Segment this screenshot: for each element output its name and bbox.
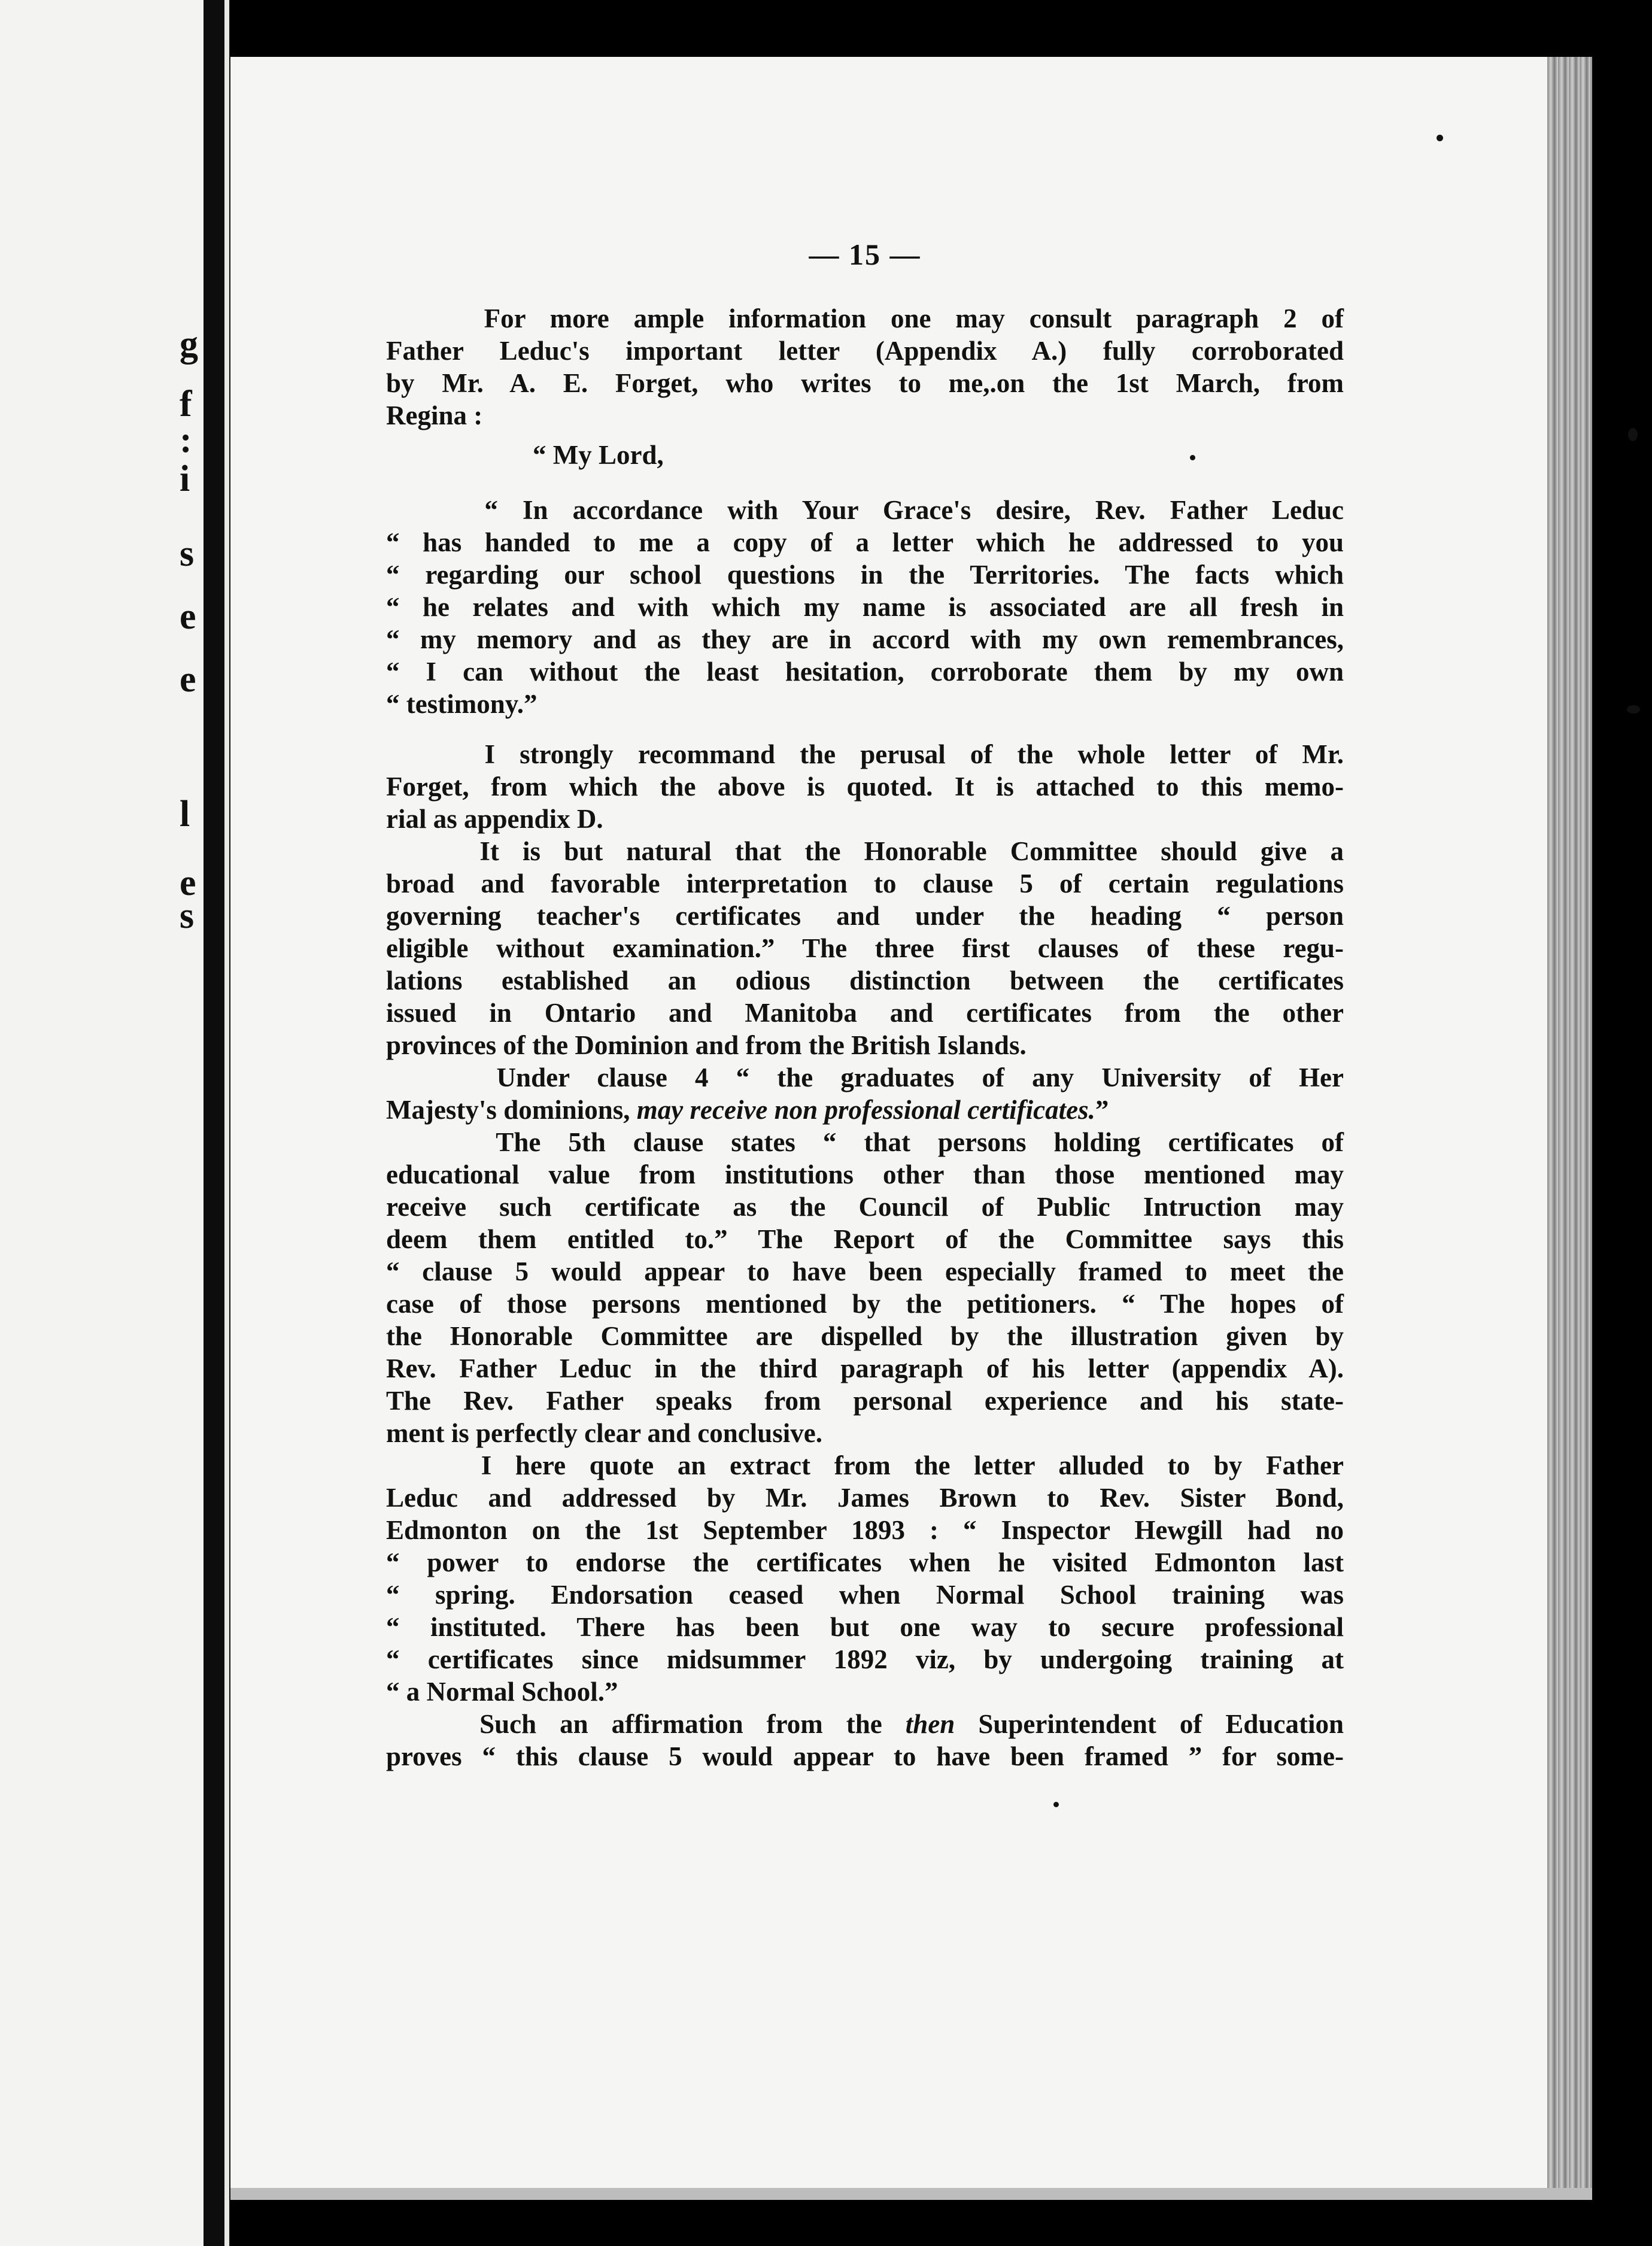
gutter-highlight <box>224 0 229 2246</box>
text-line: by Mr. A. E. Forget, who writes to me,.on the 1st March, from <box>386 368 1344 398</box>
text-line: broad and favorable interpretation to clause 5 of certain regulations <box>386 869 1344 899</box>
text-run: Such an affirmation from the <box>386 1709 906 1739</box>
facing-page-fragment: : <box>180 420 192 460</box>
facing-page-fragment: s <box>180 533 195 574</box>
text-line: ment is perfectly clear and conclusive. <box>386 1418 823 1448</box>
text-line <box>386 1708 1344 1740</box>
text-run: Majesty's dominions, <box>386 1095 637 1125</box>
text-line: receive such certificate as the Council of Public Intruction may <box>386 1192 1344 1222</box>
text-line: issued in Ontario and Manitoba and certificates from the other <box>386 998 1344 1028</box>
facing-page-fragment: e <box>180 596 196 637</box>
scan-speck <box>1053 1802 1059 1807</box>
text-line: “ he relates and with which my name is associated are all fresh in <box>386 592 1344 622</box>
text-line: Regina : <box>386 400 483 430</box>
text-line: case of those persons mentioned by the petitioners. “ The hopes of <box>386 1289 1344 1319</box>
italic-text-run: then <box>905 1709 955 1739</box>
text-line: “ instituted. There has been but one way to secure professional <box>386 1612 1344 1642</box>
text-run: ” <box>1095 1095 1109 1125</box>
facing-page-fragment: s <box>180 896 195 936</box>
text-line: “ power to endorse the certificates when he visited Edmonton last <box>386 1547 1344 1577</box>
text-line: “ a Normal School.” <box>386 1677 618 1707</box>
text-line: I here quote an extract from the letter alluded to by Father <box>386 1450 1344 1480</box>
text-line: The Rev. Father speaks from personal experience and his state- <box>386 1386 1344 1416</box>
text-line: rial as appendix D. <box>386 804 603 834</box>
text-line: “ I can without the least hesitation, corroborate them by my own <box>386 657 1344 687</box>
letter-salutation: “ My Lord, <box>533 440 664 470</box>
facing-page-edge <box>0 0 204 2246</box>
facing-page-fragment: g <box>180 324 198 365</box>
text-line: eligible without examination.” The three first clauses of these regu- <box>386 933 1344 963</box>
text-line: “ testimony.” <box>386 689 537 719</box>
page-bottom-edge <box>230 2188 1592 2200</box>
facing-page-fragment: i <box>180 459 190 499</box>
scan-speck <box>1437 135 1443 141</box>
page-number: — 15 — <box>809 238 921 271</box>
text-line: Father Leduc's important letter (Appendix A.) fully corroborated <box>386 336 1344 366</box>
text-line: Leduc and addressed by Mr. James Brown to Rev. Sister Bond, <box>386 1483 1344 1513</box>
italic-text-run: may receive non professional certificates. <box>636 1095 1095 1125</box>
text-line: “ my memory and as they are in accord with my own remembrances, <box>386 624 1344 654</box>
text-line: deem them entitled to.” The Report of the Committee says this <box>386 1224 1344 1254</box>
page-stack-edge <box>1547 57 1592 2188</box>
text-line: I strongly recommand the perusal of the whole letter of Mr. <box>386 739 1344 769</box>
text-line: The 5th clause states “ that persons holding certificates of <box>386 1127 1344 1157</box>
text-line: “ spring. Endorsation ceased when Normal School training was <box>386 1580 1344 1610</box>
text-line: educational value from institutions other than those mentioned may <box>386 1160 1344 1189</box>
scan-speck <box>1627 705 1640 714</box>
text-line <box>386 1094 1344 1126</box>
text-line: Edmonton on the 1st September 1893 : “ Inspector Hewgill had no <box>386 1515 1344 1545</box>
text-line: It is but natural that the Honorable Committee should give a <box>386 836 1344 866</box>
facing-page-fragment: e <box>180 863 196 903</box>
text-line: Rev. Father Leduc in the third paragraph of his letter (appendix A). <box>386 1353 1344 1383</box>
text-line: the Honorable Committee are dispelled by the illustration given by <box>386 1321 1344 1351</box>
text-run: Superintendent of Education <box>955 1709 1344 1739</box>
text-line: Under clause 4 “ the graduates of any University of Her <box>386 1063 1344 1092</box>
facing-page-fragment: e <box>180 659 196 700</box>
scan-speck <box>1628 428 1638 441</box>
facing-page-fragment: l <box>180 794 190 834</box>
text-line: “ In accordance with Your Grace's desire, Rev. Father Leduc <box>386 495 1344 525</box>
facing-page-fragment: f <box>180 384 192 424</box>
text-line: For more ample information one may consult paragraph 2 of <box>386 303 1344 333</box>
text-line: lations established an odious distinction between the certificates <box>386 966 1344 995</box>
text-line: provinces of the Dominion and from the British Islands. <box>386 1030 1027 1060</box>
text-line: “ has handed to me a copy of a letter which he addressed to you <box>386 527 1344 557</box>
text-line: Forget, from which the above is quoted. It is attached to this memo- <box>386 772 1344 802</box>
text-line: “ certificates since midsummer 1892 viz, by undergoing training at <box>386 1644 1344 1674</box>
page-text <box>386 236 1344 1772</box>
text-line: “ clause 5 would appear to have been especially framed to meet the <box>386 1256 1344 1286</box>
text-line: proves “ this clause 5 would appear to have been framed ” for some- <box>386 1741 1344 1771</box>
text-line: “ regarding our school questions in the Territories. The facts which <box>386 560 1344 590</box>
text-line: governing teacher's certificates and under the heading “ person <box>386 901 1344 931</box>
